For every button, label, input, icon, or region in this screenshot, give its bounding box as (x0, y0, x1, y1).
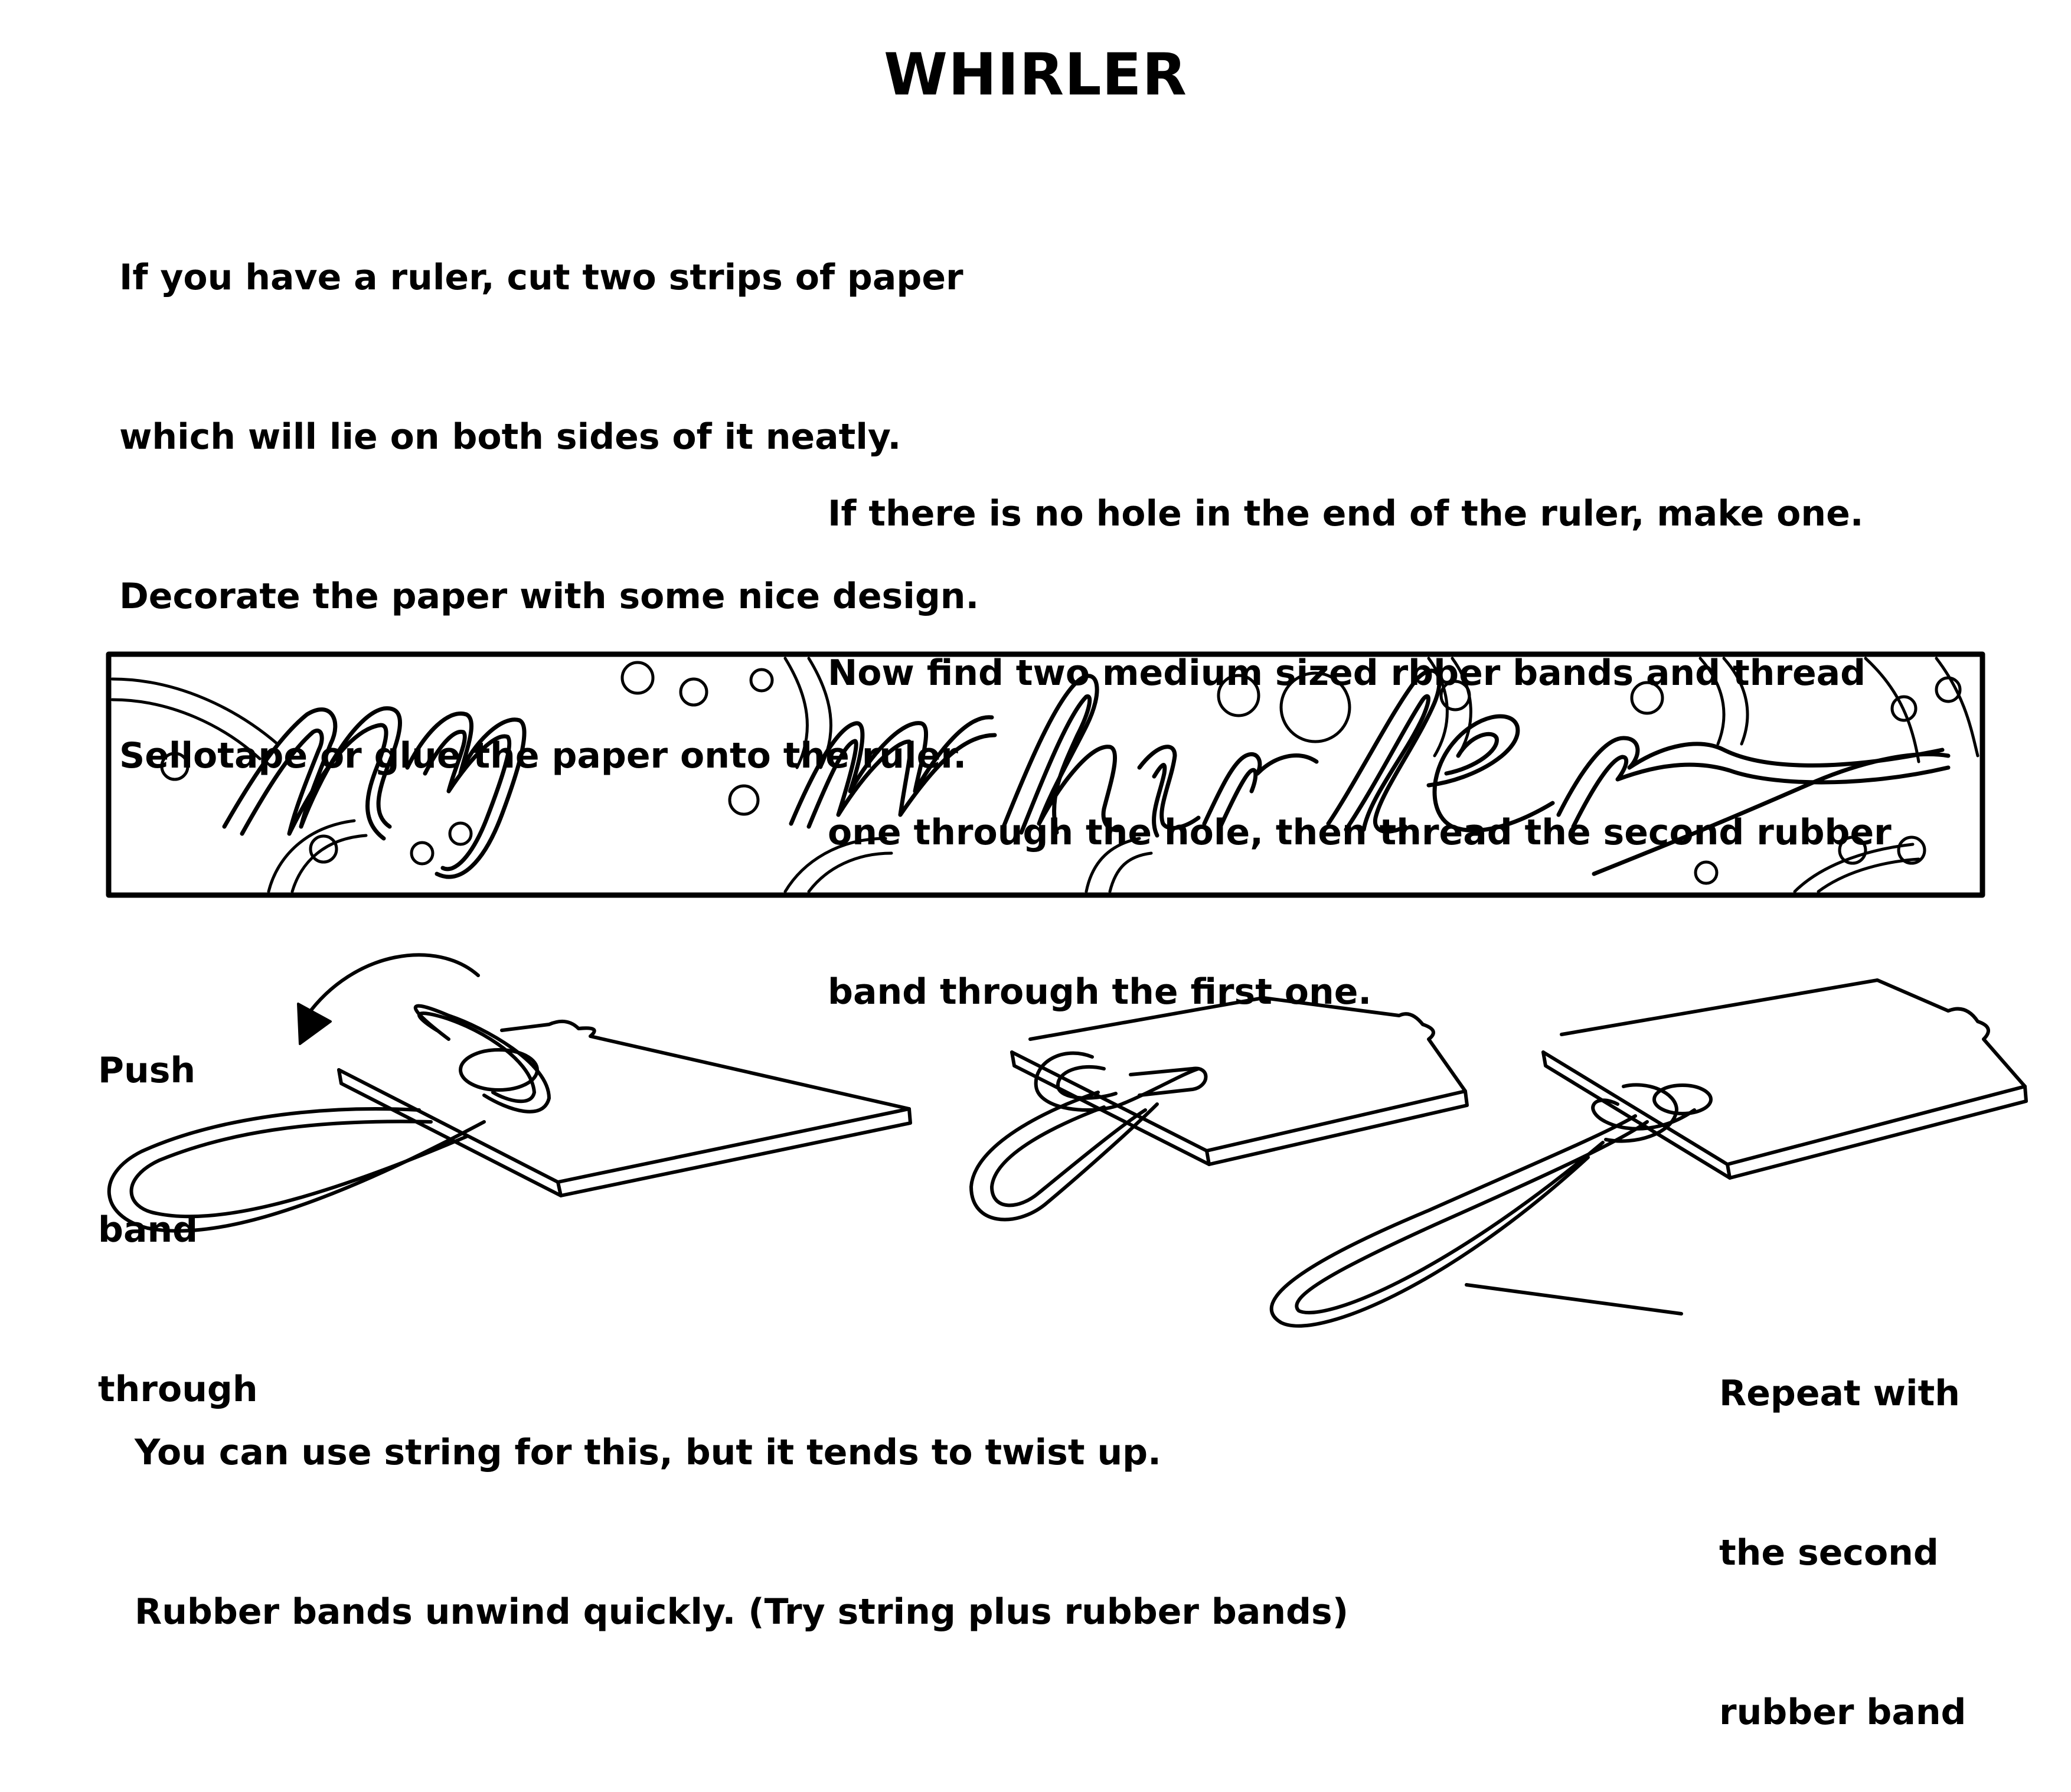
repeat-label-line: the second (1719, 1532, 1939, 1574)
instruction-line: If you have a ruler, cut two strips of paper (119, 257, 963, 298)
repeat-label-line: Repeat with (1719, 1373, 1960, 1414)
instruction-line: You can use string for this, but it tends to twist up. (135, 1432, 1161, 1473)
instructions-bottom (135, 1320, 1348, 1692)
instruction-line: which will lie on both sides of it neatly. (119, 416, 901, 458)
push-label-line: through (98, 1369, 258, 1410)
push-label-line: Push (98, 1050, 196, 1091)
repeat-label-line: rubber band (1719, 1692, 1967, 1733)
push-arrow (298, 955, 478, 1044)
instruction-line: band through the first one. (828, 971, 1372, 1013)
push-label-line: band (98, 1209, 198, 1251)
ruler-end-step2 (971, 998, 1467, 1219)
instruction-line: one through the hole, then thread the second rubber (828, 812, 1892, 853)
pointer-line (1466, 1285, 1681, 1314)
instruction-line: Decorate the paper with some nice design. (119, 576, 979, 617)
instruction-line: If there is no hole in the end of the ruler, make one. (828, 493, 1864, 534)
banner-lettering (224, 671, 1948, 877)
ruler-banner (109, 654, 1982, 895)
instruction-line: Sellotape or glue the paper onto the ruler. (119, 735, 967, 776)
page-title: WHIRLER (884, 41, 1187, 109)
repeat-label (1719, 1261, 1966, 1792)
instruction-line: Now find two medium sized rbber bands and thread (828, 652, 1866, 694)
instruction-line: Rubber bands unwind quickly. (Try string plus rubber bands) (135, 1591, 1349, 1633)
